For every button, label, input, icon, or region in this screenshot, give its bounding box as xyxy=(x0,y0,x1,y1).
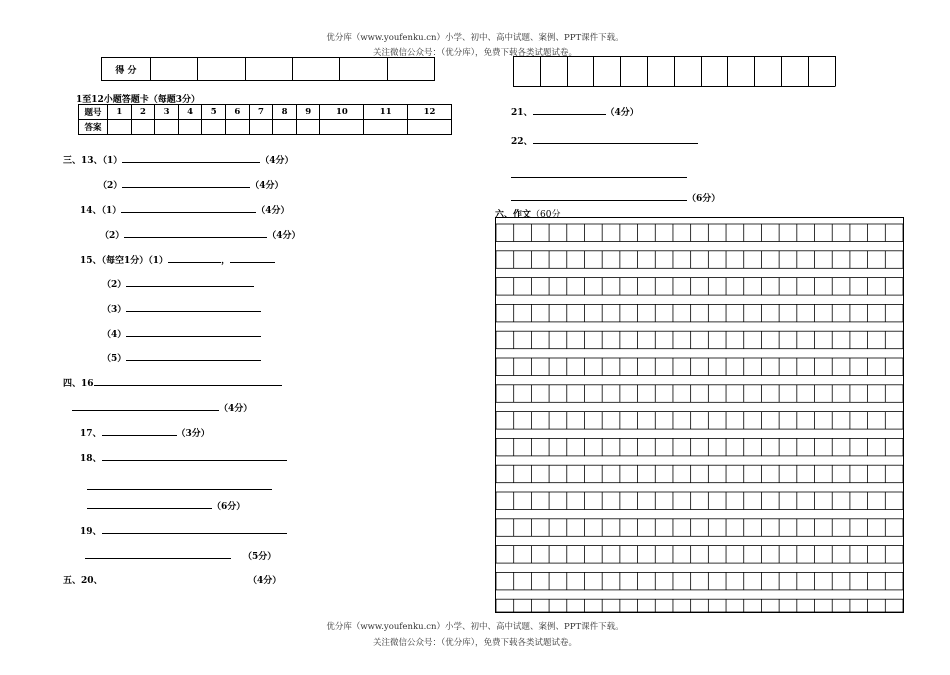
essay-grid[interactable] xyxy=(495,217,904,613)
answer-cell[interactable] xyxy=(178,120,202,135)
q13-label: 三、13、（1） xyxy=(63,156,123,166)
q22-answer-2[interactable] xyxy=(511,168,687,178)
answer-card-table xyxy=(78,104,452,135)
essay-points: （60分 xyxy=(531,210,561,220)
essay-row xyxy=(496,599,903,612)
score-cell[interactable] xyxy=(245,58,292,81)
q15-answer-4[interactable] xyxy=(126,327,261,337)
q13-score-2: （4分） xyxy=(250,181,284,191)
header-line-1: 优分库（www.youfenku.cn）小学、初中、高中试题、案例、PPT课件下载。 xyxy=(326,33,624,43)
score-cell[interactable] xyxy=(151,58,198,81)
answer-cell[interactable] xyxy=(320,120,364,135)
answer-card-title: 1至12小题答题卡（每题3分） xyxy=(76,95,201,105)
q15-label: 15、（每空1分）（1） xyxy=(80,256,169,266)
q22-row-2 xyxy=(511,163,687,182)
q22-score: （6分） xyxy=(687,194,721,204)
question-number: 9 xyxy=(296,105,320,120)
score-cell[interactable] xyxy=(198,58,245,81)
score-cell[interactable] xyxy=(387,58,434,81)
question-number: 3 xyxy=(155,105,179,120)
question-number: 2 xyxy=(131,105,155,120)
q14-answer-1[interactable] xyxy=(121,203,256,213)
q15-row-2 xyxy=(102,277,254,290)
q16-label: 四、16 xyxy=(63,379,94,389)
essay-row xyxy=(496,572,903,590)
q21-score: （4分） xyxy=(605,108,639,118)
q20-label: 五、20、 xyxy=(63,576,103,586)
q14-row-1 xyxy=(80,203,290,216)
q19-answer-2[interactable] xyxy=(85,549,231,559)
q16-score: （4分） xyxy=(219,404,253,414)
q15-row-3 xyxy=(102,302,261,315)
q13-answer-1[interactable] xyxy=(122,153,260,163)
q15-answer-5[interactable] xyxy=(126,351,261,361)
q18-score: （6分） xyxy=(212,502,246,512)
q17-row xyxy=(80,426,210,439)
q20-score: （4分） xyxy=(248,576,282,586)
q18-answer-1[interactable] xyxy=(102,451,287,461)
essay-row xyxy=(496,546,903,564)
score-cell[interactable] xyxy=(292,58,339,81)
q16-answer-2[interactable] xyxy=(72,401,219,411)
q13-score: （4分） xyxy=(260,156,294,166)
essay-row xyxy=(496,412,903,430)
answer-cell[interactable] xyxy=(249,120,273,135)
q13-sub2-label: （2） xyxy=(98,181,123,191)
q15-row-1 xyxy=(80,253,275,266)
row-label-number: 题号 xyxy=(79,105,108,120)
q16-row-2 xyxy=(72,401,252,414)
answer-cell[interactable] xyxy=(296,120,320,135)
essay-row xyxy=(496,385,903,403)
answer-cell[interactable] xyxy=(108,120,132,135)
answer-cell[interactable] xyxy=(273,120,297,135)
q16-row-1 xyxy=(63,376,282,389)
essay-row xyxy=(496,465,903,483)
q14-label: 14、（1） xyxy=(80,206,122,216)
footer-line-1: 优分库（www.youfenku.cn）小学、初中、高中试题、案例、PPT课件下载。 xyxy=(326,622,624,632)
essay-row xyxy=(496,331,903,349)
q19-label: 19、 xyxy=(80,527,102,537)
essay-row xyxy=(496,519,903,537)
q16-answer-1[interactable] xyxy=(94,376,282,386)
q19-score: （5分） xyxy=(243,552,277,562)
essay-row xyxy=(496,251,903,268)
score-table xyxy=(101,57,435,81)
q21-label: 21、 xyxy=(511,108,533,118)
q17-answer[interactable] xyxy=(102,426,177,436)
q15-sub5-label: （5） xyxy=(102,354,127,364)
essay-row xyxy=(496,278,903,296)
q13-row-2 xyxy=(98,178,284,191)
answer-cell[interactable] xyxy=(131,120,155,135)
essay-row xyxy=(496,304,903,322)
q15-comma: ， xyxy=(221,256,231,266)
answer-cell[interactable] xyxy=(408,120,452,135)
question-number: 10 xyxy=(320,105,364,120)
essay-label: 六、作文 xyxy=(495,210,532,220)
score-cell[interactable] xyxy=(340,58,387,81)
q14-row-2 xyxy=(100,228,301,241)
essay-row xyxy=(496,438,903,456)
q13-row-1 xyxy=(63,153,294,166)
q22-row-1 xyxy=(511,134,698,147)
q14-sub2-label: （2） xyxy=(100,231,125,241)
answer-cell[interactable] xyxy=(202,120,226,135)
q15-sub3-label: （3） xyxy=(102,305,127,315)
essay-grid-lines xyxy=(496,218,903,612)
q19-answer-1[interactable] xyxy=(102,524,287,534)
score-label: 得 分 xyxy=(102,58,151,81)
q15-answer-2[interactable] xyxy=(126,277,254,287)
q15-row-5 xyxy=(102,351,261,364)
q14-score: （4分） xyxy=(256,206,290,216)
grid-lines xyxy=(513,56,836,87)
q19-row-1 xyxy=(80,524,287,537)
q15-sub2-label: （2） xyxy=(102,280,127,290)
essay-row xyxy=(496,224,903,242)
q22-row-3 xyxy=(511,191,720,204)
right-top-grid xyxy=(513,56,836,91)
q18-row-2 xyxy=(87,475,272,494)
question-number: 7 xyxy=(249,105,273,120)
q19-row-2 xyxy=(85,549,276,562)
essay-row xyxy=(496,358,903,376)
q15-answer-1b[interactable] xyxy=(230,253,275,263)
q14-score-2: （4分） xyxy=(267,231,301,241)
q18-row-3 xyxy=(87,499,245,512)
question-number: 11 xyxy=(364,105,408,120)
question-number: 1 xyxy=(108,105,132,120)
answer-cell[interactable] xyxy=(155,120,179,135)
question-number: 4 xyxy=(178,105,202,120)
question-number: 6 xyxy=(226,105,250,120)
answer-cell[interactable] xyxy=(364,120,408,135)
row-label-answer: 答案 xyxy=(79,120,108,135)
q15-answer-1a[interactable] xyxy=(168,253,221,263)
q22-answer-3[interactable] xyxy=(511,191,687,201)
q18-answer-2[interactable] xyxy=(87,480,272,490)
answer-cell[interactable] xyxy=(226,120,250,135)
q21-row xyxy=(511,105,639,118)
q21-answer[interactable] xyxy=(533,105,606,115)
q18-row-1 xyxy=(80,451,287,464)
q15-sub4-label: （4） xyxy=(102,330,127,340)
q15-answer-3[interactable] xyxy=(126,302,261,312)
q15-row-4 xyxy=(102,327,261,340)
q18-label: 18、 xyxy=(80,454,102,464)
q14-answer-2[interactable] xyxy=(124,228,267,238)
question-number: 5 xyxy=(202,105,226,120)
question-number: 8 xyxy=(273,105,297,120)
q18-answer-3[interactable] xyxy=(87,499,212,509)
q17-label: 17、 xyxy=(80,429,102,439)
q22-answer-1[interactable] xyxy=(533,134,698,144)
q13-answer-2[interactable] xyxy=(122,178,250,188)
question-number: 12 xyxy=(408,105,452,120)
footer-line-2: 关注微信公众号：（优分库），免费下载各类试题试卷。 xyxy=(372,638,577,648)
q17-score: （3分） xyxy=(176,429,210,439)
header-line-2: 关注微信公众号：（优分库），免费下载各类试题试卷。 xyxy=(372,48,577,58)
q22-label: 22、 xyxy=(511,137,533,147)
essay-row xyxy=(496,492,903,510)
